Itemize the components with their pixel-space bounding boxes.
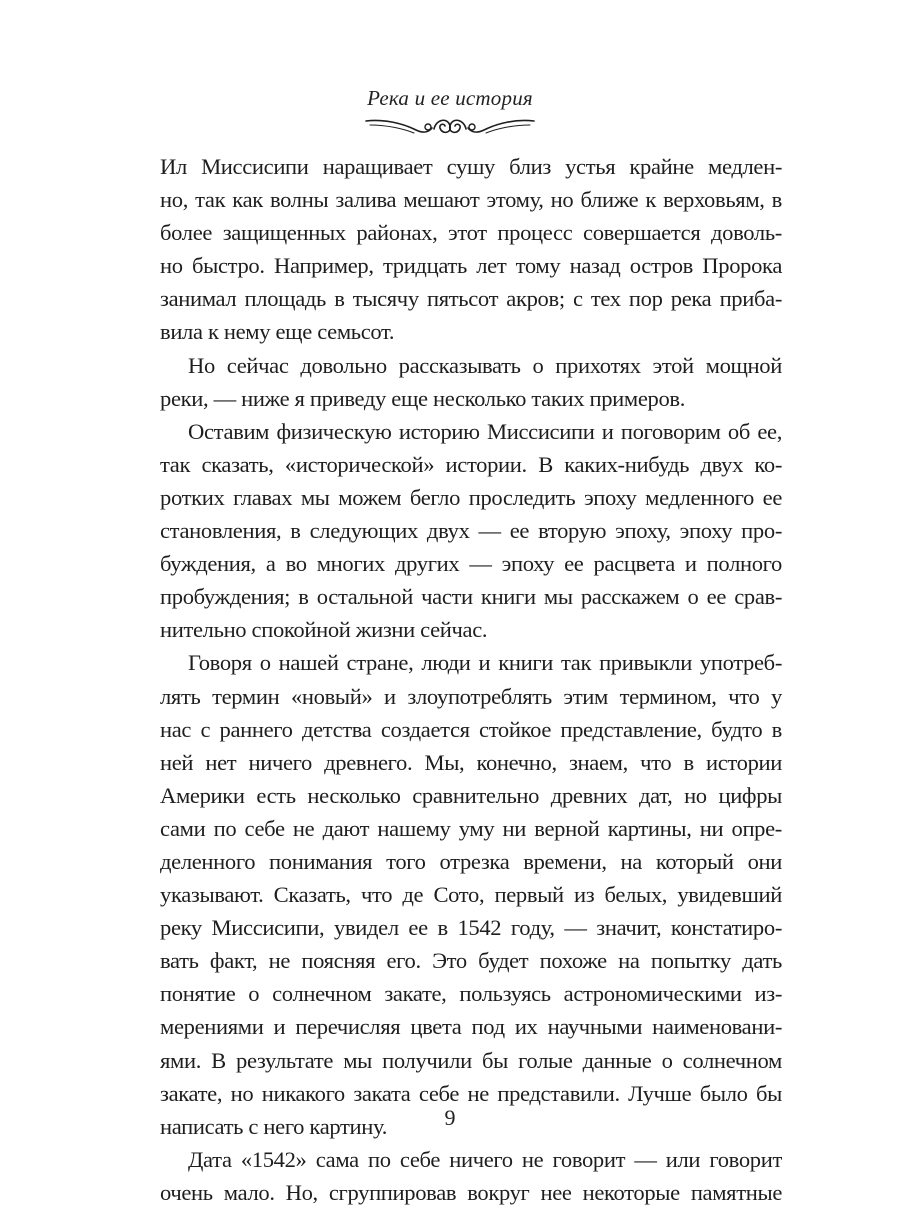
text-line: закате, но никакого заката себе не представили. Лучше было бы bbox=[160, 1080, 782, 1106]
flourish-ornament-icon bbox=[364, 113, 536, 139]
text-line: указывают. Сказать, что де Сото, первый из белых, увидевший bbox=[160, 882, 782, 908]
text-line: становления, в следующих двух — ее вторую эпоху, эпоху про- bbox=[160, 518, 782, 544]
text-line: реки, — ниже я приведу еще несколько таких примеров. bbox=[160, 385, 686, 411]
running-head: Река и ее история bbox=[367, 86, 533, 110]
text-line: Оставим физическую историю Миссисипи и поговорим об ее, bbox=[188, 418, 782, 444]
text-line: Америки есть несколько сравнительно древних дат, но цифры bbox=[160, 782, 782, 808]
text-line: но быстро. Например, тридцать лет тому назад остров Пророка bbox=[160, 253, 782, 279]
text-line: ней нет ничего древнего. Мы, конечно, знаем, что в истории bbox=[160, 749, 782, 775]
text-line: Ил Миссисипи наращивает сушу близ устья крайне медлен- bbox=[160, 154, 782, 179]
body-text bbox=[160, 150, 782, 1209]
text-line: нительно спокойной жизни сейчас. bbox=[160, 617, 488, 643]
text-line: деленного понимания того отрезка времени, на который они bbox=[160, 848, 782, 874]
page-number: 9 bbox=[444, 1105, 456, 1130]
text-line: лять термин «новый» и злоупотреблять этим термином, что у bbox=[160, 683, 782, 709]
text-line: Говоря о нашей стране, люди и книги так привыкли употреб- bbox=[188, 650, 782, 676]
text-line: понятие о солнечном закате, пользуясь астрономическими из- bbox=[160, 981, 782, 1007]
text-line: Дата «1542» сама по себе ничего не говорит — или говорит bbox=[188, 1146, 782, 1172]
text-line: мерениями и перечисляя цвета под их научными наименовани- bbox=[160, 1014, 782, 1040]
text-line: ротких главах мы можем бегло проследить эпоху медленного ее bbox=[160, 484, 782, 510]
text-line: пробуждения; в остальной части книги мы расскажем о ее срав- bbox=[160, 584, 782, 610]
text-line: так сказать, «исторической» истории. В каких-нибудь двух ко- bbox=[160, 451, 782, 477]
text-line: вила к нему еще семьсот. bbox=[160, 319, 395, 345]
text-line: очень мало. Но, сгруппировав вокруг нее некоторые памятные bbox=[160, 1179, 782, 1205]
text-line: более защищенных районах, этот процесс совершается доволь- bbox=[160, 220, 782, 246]
text-line: занимал площадь в тысячу пятьсот акров; с тех пор река приба- bbox=[160, 286, 782, 312]
text-line: написать с него картину. bbox=[160, 1113, 388, 1139]
text-line: реку Миссисипи, увидел ее в 1542 году, — значит, констатиро- bbox=[160, 915, 782, 941]
text-line: Но сейчас довольно рассказывать о прихотях этой мощной bbox=[188, 352, 782, 378]
text-line: сами по себе не дают нашему уму ни верной картины, ни опре- bbox=[160, 815, 782, 841]
text-line: буждения, а во многих других — эпоху ее расцвета и полного bbox=[160, 551, 782, 577]
text-line: но, так как волны залива мешают этому, но ближе к верховьям, в bbox=[160, 187, 782, 213]
text-line: нас с раннего детства создается стойкое представление, будто в bbox=[160, 716, 782, 742]
text-line: вать факт, не поясняя его. Это будет похоже на попытку дать bbox=[160, 948, 782, 974]
text-line: ями. В результате мы получили бы голые данные о солнечном bbox=[160, 1047, 782, 1073]
